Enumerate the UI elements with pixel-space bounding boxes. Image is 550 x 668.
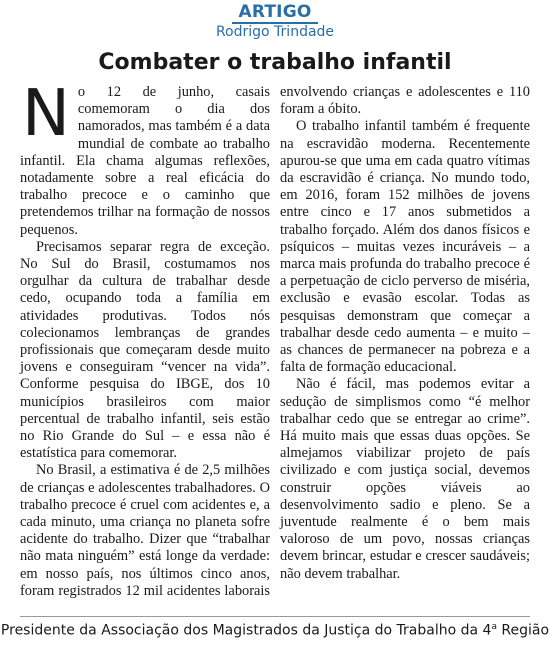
paragraph-2: Precisamos separar regra de exceção. No Sul do Brasil, costumamos nos orgulhar da cultura de trabalhar desde cedo, ocupando toda a família em atividades produtivas. Todos nós colecionamos lembranças de grandes profissionais que começaram desde muito jovens e conseguiram “vencer na vida”. Conforme pesquisa do IBGE, dos 10 municípios brasileiros com maior percentual de trabalho infantil, seis estão no Rio Grande do Sul – e essa não é estatística para comemorar. — [20, 238, 270, 462]
article-header — [0, 0, 550, 40]
paragraph-4: O trabalho infantil também é frequente na escravidão moderna. Recentemente apurou-se que uma em cada quatro vítimas da escravidão é criança. No mundo todo, em 2016, foram 152 milhões de jovens entre cinco e 17 anos submetidos a trabalho forçado. Além dos danos físicos e psíquicos – muitas vezes incuráveis – a marca mais profunda do trabalho precoce é a perpetuação de ciclo perverso de miséria, exclusão e evasão escolar. Todas as pesquisas demonstram que começar a trabalhar desde cedo aumenta – e muito – as chances de permanecer na pobreza e a falta de formação educacional. — [280, 118, 530, 376]
footer-divider — [20, 616, 530, 617]
author-credit-text: Presidente da Associação dos Magistrados da Justiça do Trabalho da 4 — [0, 622, 492, 639]
paragraph-3: No Brasil, a estimativa é de 2,5 milhões de crianças e adolescentes trabalhadores. O trabalho precoce é cruel com acidentes e, a cada minuto, uma criança no planeta sofre acidente do trabalho. Dizer que “trabalhar não mata ninguém” está longe da verdade: em nosso país, nos últimos cinco anos, foram registrados 12 mil acidentes laborais envolvendo crianças e adolescentes e 110 foram a óbito. — [20, 84, 530, 599]
section-tag: ARTIGO — [238, 2, 312, 22]
drop-cap: N — [22, 77, 70, 151]
article-body — [20, 77, 530, 612]
author-name: Rodrigo Trindade — [215, 24, 335, 40]
article-title: Combater o trabalho infantil — [98, 50, 452, 75]
author-credit-ordinal: a — [491, 622, 497, 632]
author-credit-end: Região — [496, 622, 550, 639]
paragraph-5: Não é fácil, mas podemos evitar a sedução de simplismos como “é melhor trabalhar cedo que se entregar ao crime”. Há muito mais que essas duas opções. Se almejamos viabilizar projeto de país civilizado e com justiça social, devemos construir opções viáveis ao desenvolvimento sadio e pleno. Se a juventude realmente é o bem mais valoroso de um povo, nossas crianças devem brincar, estudar e crescer saudáveis; não devem trabalhar. — [280, 376, 530, 582]
paragraph-1-text: o 12 de junho, casais comemoram o dia dos namorados, mas também é a data mundial de combate ao trabalho infantil. Ela chama algumas reflexões, notadamente sobre a real eficácia do trabalho precoce e o caminho que pretendemos trilhar na formação de nossos pequenos. — [20, 84, 270, 238]
author-credit — [0, 622, 550, 639]
paragraph-1 — [20, 77, 270, 239]
